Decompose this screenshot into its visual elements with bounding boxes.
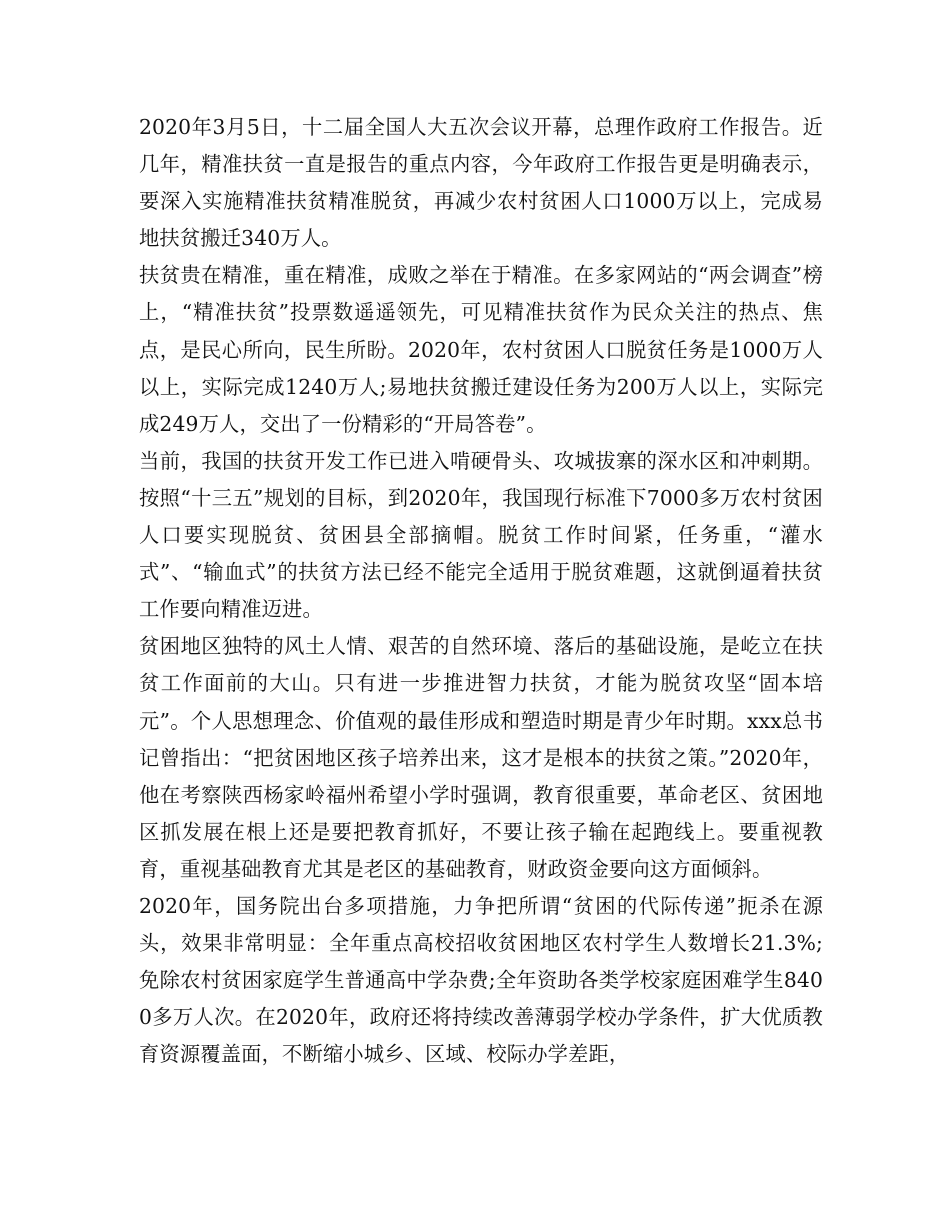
paragraph-3: 当前，我国的扶贫开发工作已进入啃硬骨头、攻城拔寨的深水区和冲刺期。按照“十三五”规划的目标，到2020年，我国现行标准下7000多万农村贫困人口要实现脱贫、贫困县全部摘帽。脱贫工作时间紧，任务重，“灌水式”、“输血式”的扶贫方法已经不能完全适用于脱贫难题，这就倒逼着扶贫工作要向精准迈进。 bbox=[139, 448, 823, 622]
document-body bbox=[139, 109, 823, 1073]
paragraph-4: 贫困地区独特的风土人情、艰苦的自然环境、落后的基础设施，是屹立在扶贫工作面前的大山。只有进一步推进智力扶贫，才能为脱贫攻坚“固本培元”。个人思想理念、价值观的最佳形成和塑造时期是青少年时期。xxx总书记曾指出：“把贫困地区孩子培养出来，这才是根本的扶贫之策。”2020年，他在考察陕西杨家岭福州希望小学时强调，教育很重要，革命老区、贫困地区抓发展在根上还是要把教育抓好，不要让孩子输在起跑线上。要重视教育，重视基础教育尤其是老区的基础教育，财政资金要向这方面倾斜。 bbox=[139, 634, 823, 881]
paragraph-1: 2020年3月5日，十二届全国人大五次会议开幕，总理作政府工作报告。近几年，精准扶贫一直是报告的重点内容，今年政府工作报告更是明确表示，要深入实施精准扶贫精准脱贫，再减少农村贫困人口1000万以上，完成易地扶贫搬迁340万人。 bbox=[139, 115, 823, 251]
paragraph-5: 2020年，国务院出台多项措施，力争把所谓“贫困的代际传递”扼杀在源头，效果非常明显：全年重点高校招收贫困地区农村学生人数增长21.3%;免除农村贫困家庭学生普通高中学杂费;全年资助各类学校家庭困难学生8400多万人次。在2020年，政府还将持续改善薄弱学校办学条件，扩大优质教育资源覆盖面，不断缩小城乡、区域、校际办学差距， bbox=[139, 893, 823, 1067]
paragraph-2: 扶贫贵在精准，重在精准，成败之举在于精准。在多家网站的“两会调查”榜上，“精准扶贫”投票数遥遥领先，可见精准扶贫作为民众关注的热点、焦点，是民心所向，民生所盼。2020年，农村贫困人口脱贫任务是1000万人以上，实际完成1240万人;易地扶贫搬迁建设任务为200万人以上，实际完成249万人，交出了一份精彩的“开局答卷”。 bbox=[139, 263, 823, 436]
